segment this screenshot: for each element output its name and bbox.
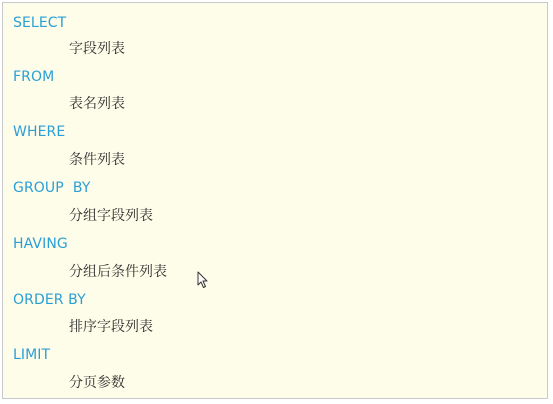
having-description: 分组后条件列表 (69, 264, 167, 280)
keyword-group-by: GROUP BY (13, 180, 91, 196)
mouse-pointer-icon (197, 271, 209, 289)
sql-syntax-panel (2, 2, 548, 399)
limit-description: 分页参数 (69, 375, 125, 391)
from-description: 表名列表 (69, 96, 125, 112)
keyword-limit: LIMIT (13, 347, 51, 363)
order-by-description: 排序字段列表 (69, 319, 153, 335)
keyword-where: WHERE (13, 124, 66, 140)
keyword-select: SELECT (13, 15, 67, 31)
select-description: 字段列表 (69, 41, 125, 57)
keyword-order-by: ORDER BY (13, 292, 86, 308)
keyword-from: FROM (13, 69, 55, 85)
where-description: 条件列表 (69, 152, 125, 168)
group-by-description: 分组字段列表 (69, 208, 153, 224)
keyword-having: HAVING (13, 236, 68, 252)
